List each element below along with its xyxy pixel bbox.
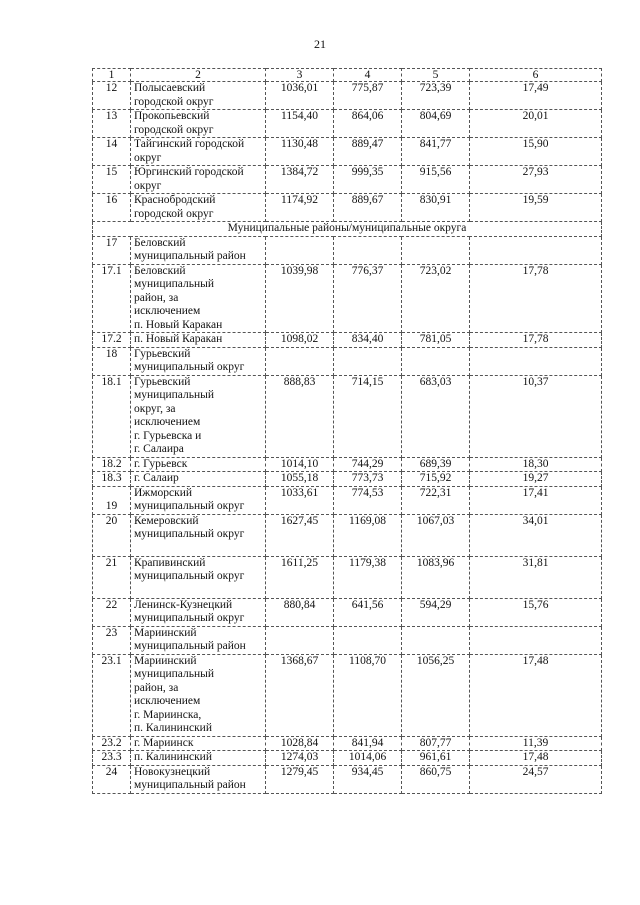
row-name bbox=[131, 751, 266, 766]
row-name-line: Гурьевский bbox=[134, 347, 191, 360]
row-number: 23.2 bbox=[93, 736, 131, 751]
row-name-line: Тайгинский городской bbox=[134, 138, 245, 150]
row-value-c5: 715,92 bbox=[402, 472, 470, 487]
row-name-line: п. Новый Каракан bbox=[134, 318, 223, 331]
table-row bbox=[93, 486, 602, 514]
row-number: 17 bbox=[93, 236, 131, 264]
table-row bbox=[93, 457, 602, 472]
row-name-line: исключением bbox=[134, 416, 201, 428]
row-number: 15 bbox=[93, 166, 131, 194]
row-value-c3: 1611,25 bbox=[266, 556, 334, 598]
table-row bbox=[93, 110, 602, 138]
row-value-c5: 1083,96 bbox=[402, 556, 470, 598]
row-name-line: муниципальный округ bbox=[134, 500, 245, 512]
row-name bbox=[131, 110, 266, 138]
page-number: 21 bbox=[314, 37, 326, 51]
row-name-line: Мариинский bbox=[134, 626, 197, 639]
row-value-c3: 1279,45 bbox=[266, 765, 334, 793]
row-name-line: п. Калининский bbox=[134, 751, 212, 763]
row-value-c6: 17,78 bbox=[470, 264, 602, 333]
row-value-c4: 744,29 bbox=[334, 457, 402, 472]
section-row bbox=[93, 222, 602, 237]
row-value-c4 bbox=[334, 347, 402, 375]
row-name-line: муниципальный район bbox=[134, 250, 246, 262]
row-name-line: муниципальный район bbox=[134, 640, 246, 652]
row-value-c4 bbox=[334, 236, 402, 264]
row-number: 17.1 bbox=[93, 264, 131, 333]
row-value-c6 bbox=[470, 626, 602, 654]
table-row bbox=[93, 654, 602, 736]
row-name-line: Прокопьевский bbox=[134, 110, 210, 122]
row-number: 17.2 bbox=[93, 333, 131, 348]
row-value-c4: 774,53 bbox=[334, 486, 402, 514]
row-name-line: Кемеровский bbox=[134, 514, 199, 527]
row-value-c5: 1056,25 bbox=[402, 654, 470, 736]
row-number: 14 bbox=[93, 138, 131, 166]
row-name bbox=[131, 626, 266, 654]
row-value-c4: 864,06 bbox=[334, 110, 402, 138]
row-number: 20 bbox=[93, 514, 131, 556]
row-name-line: Беловский bbox=[134, 264, 186, 277]
row-value-c5 bbox=[402, 626, 470, 654]
column-header-5: 5 bbox=[402, 69, 470, 82]
row-name-line: район, за bbox=[134, 681, 179, 694]
row-name-line: Новокузнецкий bbox=[134, 765, 211, 778]
row-number: 23 bbox=[93, 626, 131, 654]
row-value-c3 bbox=[266, 626, 334, 654]
row-name-line: Юргинский городской bbox=[134, 166, 244, 178]
row-value-c5: 804,69 bbox=[402, 110, 470, 138]
table-row bbox=[93, 556, 602, 598]
row-name bbox=[131, 347, 266, 375]
section-title: Муниципальные районы/муниципальные округа bbox=[93, 222, 602, 237]
row-value-c4: 999,35 bbox=[334, 166, 402, 194]
row-name bbox=[131, 194, 266, 222]
row-name-line: г. Гурьевск bbox=[134, 457, 188, 470]
row-value-c6 bbox=[470, 347, 602, 375]
row-name-line: муниципальный округ bbox=[134, 570, 245, 582]
row-name-line: городской округ bbox=[134, 95, 214, 108]
row-name-line: Ижморский bbox=[134, 486, 193, 499]
row-number: 21 bbox=[93, 556, 131, 598]
row-value-c4: 775,87 bbox=[334, 82, 402, 110]
row-value-c5: 723,39 bbox=[402, 82, 470, 110]
row-name-line: Мариинский bbox=[134, 654, 197, 667]
row-number: 18 bbox=[93, 347, 131, 375]
row-name-line: муниципальный округ bbox=[134, 361, 245, 373]
row-name-line: г. Гурьевска и bbox=[134, 429, 202, 442]
row-value-c6: 27,93 bbox=[470, 166, 602, 194]
row-value-c5: 841,77 bbox=[402, 138, 470, 166]
row-name-line: г. Салаира bbox=[134, 443, 184, 455]
row-name-line: г. Мариинска, bbox=[134, 708, 202, 721]
column-header-6: 6 bbox=[470, 69, 602, 82]
row-name bbox=[131, 138, 266, 166]
row-value-c4: 1014,06 bbox=[334, 751, 402, 766]
row-name bbox=[131, 264, 266, 333]
row-value-c5 bbox=[402, 347, 470, 375]
row-value-c6: 17,48 bbox=[470, 751, 602, 766]
table-row bbox=[93, 194, 602, 222]
row-value-c3 bbox=[266, 347, 334, 375]
row-name-line: округ bbox=[134, 151, 162, 164]
row-number: 24 bbox=[93, 765, 131, 793]
row-name bbox=[131, 736, 266, 751]
row-name-line: округ bbox=[134, 179, 162, 192]
table-row bbox=[93, 598, 602, 626]
row-name bbox=[131, 598, 266, 626]
row-name-line: муниципальный bbox=[134, 278, 215, 290]
row-name bbox=[131, 82, 266, 110]
row-name-line: Краснобродский bbox=[134, 194, 216, 206]
row-name bbox=[131, 765, 266, 793]
row-number: 16 bbox=[93, 194, 131, 222]
row-name-line: Крапивинский bbox=[134, 556, 206, 569]
row-value-c3: 1130,48 bbox=[266, 138, 334, 166]
row-value-c3: 1033,61 bbox=[266, 486, 334, 514]
row-value-c6: 20,01 bbox=[470, 110, 602, 138]
row-name-line: п. Калининский bbox=[134, 722, 212, 734]
row-value-c6: 17,48 bbox=[470, 654, 602, 736]
row-value-c4: 834,40 bbox=[334, 333, 402, 348]
row-value-c5: 915,56 bbox=[402, 166, 470, 194]
table-row bbox=[93, 736, 602, 751]
row-name-line: городской округ bbox=[134, 207, 214, 220]
table-row bbox=[93, 375, 602, 457]
row-value-c3: 1174,92 bbox=[266, 194, 334, 222]
table-row bbox=[93, 626, 602, 654]
row-value-c4: 641,56 bbox=[334, 598, 402, 626]
row-value-c6: 17,41 bbox=[470, 486, 602, 514]
row-name-line: Гурьевский bbox=[134, 375, 191, 388]
table-row bbox=[93, 138, 602, 166]
row-number: 23.1 bbox=[93, 654, 131, 736]
table-row bbox=[93, 765, 602, 793]
row-value-c5 bbox=[402, 236, 470, 264]
row-value-c6: 24,57 bbox=[470, 765, 602, 793]
row-value-c6: 15,76 bbox=[470, 598, 602, 626]
table-row bbox=[93, 82, 602, 110]
row-value-c6: 11,39 bbox=[470, 736, 602, 751]
column-header-3: 3 bbox=[266, 69, 334, 82]
row-value-c4: 889,67 bbox=[334, 194, 402, 222]
row-value-c4: 934,45 bbox=[334, 765, 402, 793]
row-value-c3: 1368,67 bbox=[266, 654, 334, 736]
row-value-c3: 880,84 bbox=[266, 598, 334, 626]
table-row bbox=[93, 751, 602, 766]
row-value-c4: 776,37 bbox=[334, 264, 402, 333]
row-value-c3: 1055,18 bbox=[266, 472, 334, 487]
row-name-line: Ленинск-Кузнецкий bbox=[134, 598, 233, 611]
row-name-line: муниципальный округ bbox=[134, 528, 245, 540]
row-value-c3: 1274,03 bbox=[266, 751, 334, 766]
row-name bbox=[131, 472, 266, 487]
row-name-line: г. Мариинск bbox=[134, 736, 194, 749]
row-value-c6: 31,81 bbox=[470, 556, 602, 598]
row-name-line: п. Новый Каракан bbox=[134, 333, 223, 345]
row-value-c6: 15,90 bbox=[470, 138, 602, 166]
row-value-c6: 17,78 bbox=[470, 333, 602, 348]
row-value-c3 bbox=[266, 236, 334, 264]
row-value-c4: 1108,70 bbox=[334, 654, 402, 736]
row-value-c4 bbox=[334, 626, 402, 654]
row-number: 18.3 bbox=[93, 472, 131, 487]
table-row bbox=[93, 514, 602, 556]
row-value-c5: 683,03 bbox=[402, 375, 470, 457]
row-value-c5: 961,61 bbox=[402, 751, 470, 766]
row-value-c3: 1036,01 bbox=[266, 82, 334, 110]
row-value-c4: 841,94 bbox=[334, 736, 402, 751]
row-name bbox=[131, 654, 266, 736]
row-name-line: городской округ bbox=[134, 123, 214, 136]
row-value-c6: 19,59 bbox=[470, 194, 602, 222]
row-name-line: исключением bbox=[134, 695, 201, 707]
row-value-c6: 10,37 bbox=[470, 375, 602, 457]
row-value-c6: 34,01 bbox=[470, 514, 602, 556]
row-name-line: исключением bbox=[134, 305, 201, 317]
row-value-c6: 18,30 bbox=[470, 457, 602, 472]
row-name bbox=[131, 556, 266, 598]
row-value-c6: 17,49 bbox=[470, 82, 602, 110]
row-name bbox=[131, 457, 266, 472]
column-header-2: 2 bbox=[131, 69, 266, 82]
column-header-1: 1 bbox=[93, 69, 131, 82]
row-name-line: муниципальный район bbox=[134, 779, 246, 791]
row-number: 18.1 bbox=[93, 375, 131, 457]
table-row bbox=[93, 166, 602, 194]
row-value-c5: 689,39 bbox=[402, 457, 470, 472]
table-row bbox=[93, 333, 602, 348]
row-value-c4: 1169,08 bbox=[334, 514, 402, 556]
row-name bbox=[131, 486, 266, 514]
row-value-c5: 722,31 bbox=[402, 486, 470, 514]
row-name-line: Беловский bbox=[134, 236, 186, 249]
row-number: 22 bbox=[93, 598, 131, 626]
row-name bbox=[131, 333, 266, 348]
row-value-c3: 1098,02 bbox=[266, 333, 334, 348]
row-number: 12 bbox=[93, 82, 131, 110]
row-name-line: округ, за bbox=[134, 402, 176, 415]
table-row bbox=[93, 264, 602, 333]
row-number: 23.3 bbox=[93, 751, 131, 766]
row-number: 18.2 bbox=[93, 457, 131, 472]
row-name-line: муниципальный округ bbox=[134, 612, 245, 624]
row-value-c3: 888,83 bbox=[266, 375, 334, 457]
row-number: 19 bbox=[93, 486, 131, 514]
row-value-c5: 807,77 bbox=[402, 736, 470, 751]
row-value-c6: 19,27 bbox=[470, 472, 602, 487]
row-name bbox=[131, 236, 266, 264]
row-value-c3: 1039,98 bbox=[266, 264, 334, 333]
row-number: 13 bbox=[93, 110, 131, 138]
row-value-c4: 889,47 bbox=[334, 138, 402, 166]
row-value-c3: 1014,10 bbox=[266, 457, 334, 472]
row-value-c5: 781,05 bbox=[402, 333, 470, 348]
row-value-c5: 594,29 bbox=[402, 598, 470, 626]
row-name-line: муниципальный bbox=[134, 389, 215, 401]
row-value-c3: 1028,84 bbox=[266, 736, 334, 751]
row-value-c3: 1154,40 bbox=[266, 110, 334, 138]
row-name-line: муниципальный bbox=[134, 668, 215, 680]
row-spacer bbox=[134, 584, 262, 598]
row-name-line: Полысаевский bbox=[134, 82, 206, 94]
column-header-4: 4 bbox=[334, 69, 402, 82]
row-value-c5: 860,75 bbox=[402, 765, 470, 793]
row-value-c6 bbox=[470, 236, 602, 264]
row-name-line: г. Салаир bbox=[134, 472, 179, 484]
row-value-c4: 1179,38 bbox=[334, 556, 402, 598]
row-value-c3: 1384,72 bbox=[266, 166, 334, 194]
table-row bbox=[93, 236, 602, 264]
row-value-c5: 1067,03 bbox=[402, 514, 470, 556]
row-value-c4: 714,15 bbox=[334, 375, 402, 457]
table-header-row bbox=[93, 69, 602, 82]
table-row bbox=[93, 347, 602, 375]
row-name bbox=[131, 375, 266, 457]
data-table bbox=[92, 68, 602, 794]
table-row bbox=[93, 472, 602, 487]
row-spacer bbox=[134, 542, 262, 556]
row-value-c5: 723,02 bbox=[402, 264, 470, 333]
row-name bbox=[131, 514, 266, 556]
row-name-line: район, за bbox=[134, 291, 179, 304]
row-value-c5: 830,91 bbox=[402, 194, 470, 222]
row-value-c3: 1627,45 bbox=[266, 514, 334, 556]
row-value-c4: 773,73 bbox=[334, 472, 402, 487]
row-name bbox=[131, 166, 266, 194]
